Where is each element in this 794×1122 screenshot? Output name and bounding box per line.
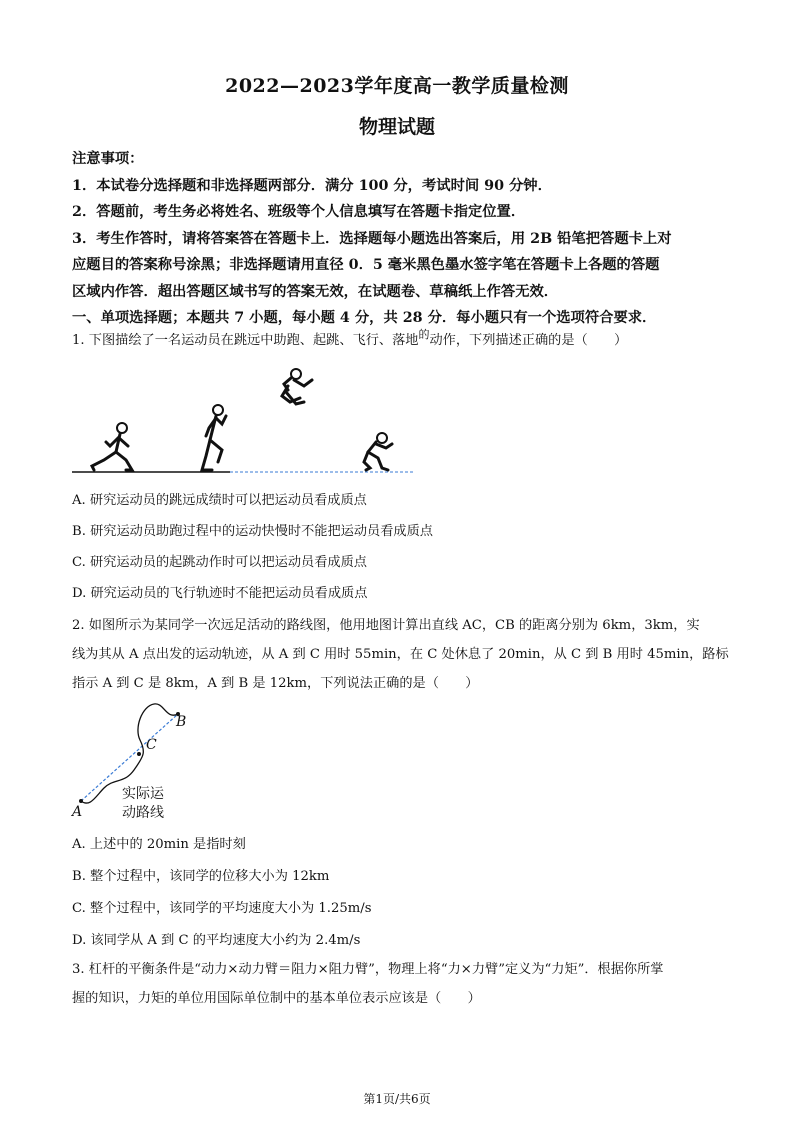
section-heading: 一、单项选择题；本题共 7 小题，每小题 4 分，共 28 分．每小题只有一个选项符合要求．	[72, 310, 657, 326]
q1-stem-superscript: 的	[418, 328, 430, 341]
q3-stem-line: 握的知识，力矩的单位用国际单位制中的基本单位表示应该是（ ）	[72, 991, 481, 1006]
point-b-label: B	[176, 714, 187, 730]
runner-figure	[92, 423, 132, 470]
q2-option-c: C. 整个过程中，该同学的平均速度大小为 1.25m/s	[72, 901, 372, 916]
q2-option-a: A. 上述中的 20min 是指时刻	[72, 837, 246, 852]
notice-section	[72, 146, 732, 332]
notice-item: 2．答题前，考生务必将姓名、班级等个人信息填写在答题卡指定位置．	[72, 204, 526, 220]
long-jump-figure	[70, 362, 420, 482]
q3-stem-line: 3. 杠杆的平衡条件是“动力×动力臂＝阻力×阻力臂”，物理上将“力×力臂”定义为“力矩”．根据你所掌	[72, 962, 664, 977]
question-1-stem	[72, 326, 732, 355]
exam-subtitle: 物理试题	[358, 116, 435, 138]
notice-item: 1．本试卷分选择题和非选择题两部分．满分 100 分，考试时间 90 分钟．	[72, 177, 552, 194]
q1-stem-end: 动作，下列描述正确的是（ ）	[429, 333, 628, 348]
route-caption-line-2: 动路线	[122, 805, 164, 821]
point-a-label: A	[72, 804, 83, 820]
notice-item: 应题目的答案称号涂黑；非选择题请用直径 0．5 毫米黑色墨水签字笔在答题卡上各题的答题	[72, 257, 660, 273]
point-c-label: C	[146, 737, 157, 753]
q2-stem-line: 线为其从 A 点出发的运动轨迹，从 A 到 C 用时 55min，在 C 处休息了 20min，从 C 到 B 用时 45min，路标	[72, 647, 729, 662]
route-caption-line-1: 实际运	[122, 786, 164, 802]
page-footer: 第1页/共6页	[363, 1092, 431, 1106]
question-3-stem	[72, 955, 732, 1013]
q2-stem-line: 2. 如图所示为某同学一次远足活动的路线图，他用地图计算出直线 AC，CB 的距离分别为 6km，3km，实	[72, 618, 700, 633]
q1-option-a: A. 研究运动员的跳远成绩时可以把运动员看成质点	[72, 493, 367, 508]
q2-option-d: D. 该同学从 A 到 C 的平均速度大小约为 2.4m/s	[72, 933, 361, 948]
q2-option-b: B. 整个过程中，该同学的位移大小为 12km	[72, 869, 330, 884]
takeoff-figure	[202, 405, 226, 470]
q1-option-c: C. 研究运动员的起跳动作时可以把运动员看成质点	[72, 555, 367, 570]
notice-item: 区域内作答．超出答题区域书写的答案无效，在试题卷、草稿纸上作答无效．	[72, 283, 559, 300]
q1-stem-start: 1. 下图描绘了一名运动员在跳远中助跑、起跳、飞行、落地	[72, 333, 419, 348]
notice-heading: 注意事项：	[72, 151, 144, 167]
q1-option-b: B. 研究运动员助跑过程中的运动快慢时不能把运动员看成质点	[72, 524, 433, 539]
q1-option-d: D. 研究运动员的飞行轨迹时不能把运动员看成质点	[72, 586, 368, 601]
q2-stem-line: 指示 A 到 C 是 8km，A 到 B 是 12km，下列说法正确的是（ ）	[72, 676, 479, 691]
landing-figure	[364, 433, 392, 470]
exam-title: 2022—2023学年度高一教学质量检测	[225, 75, 569, 97]
flight-figure	[282, 369, 312, 404]
question-2-stem	[72, 611, 732, 698]
notice-item: 3．考生作答时，请将答案答在答题卡上．选择题每小题选出答案后，用 2B 铅笔把答题卡上对	[72, 230, 672, 247]
